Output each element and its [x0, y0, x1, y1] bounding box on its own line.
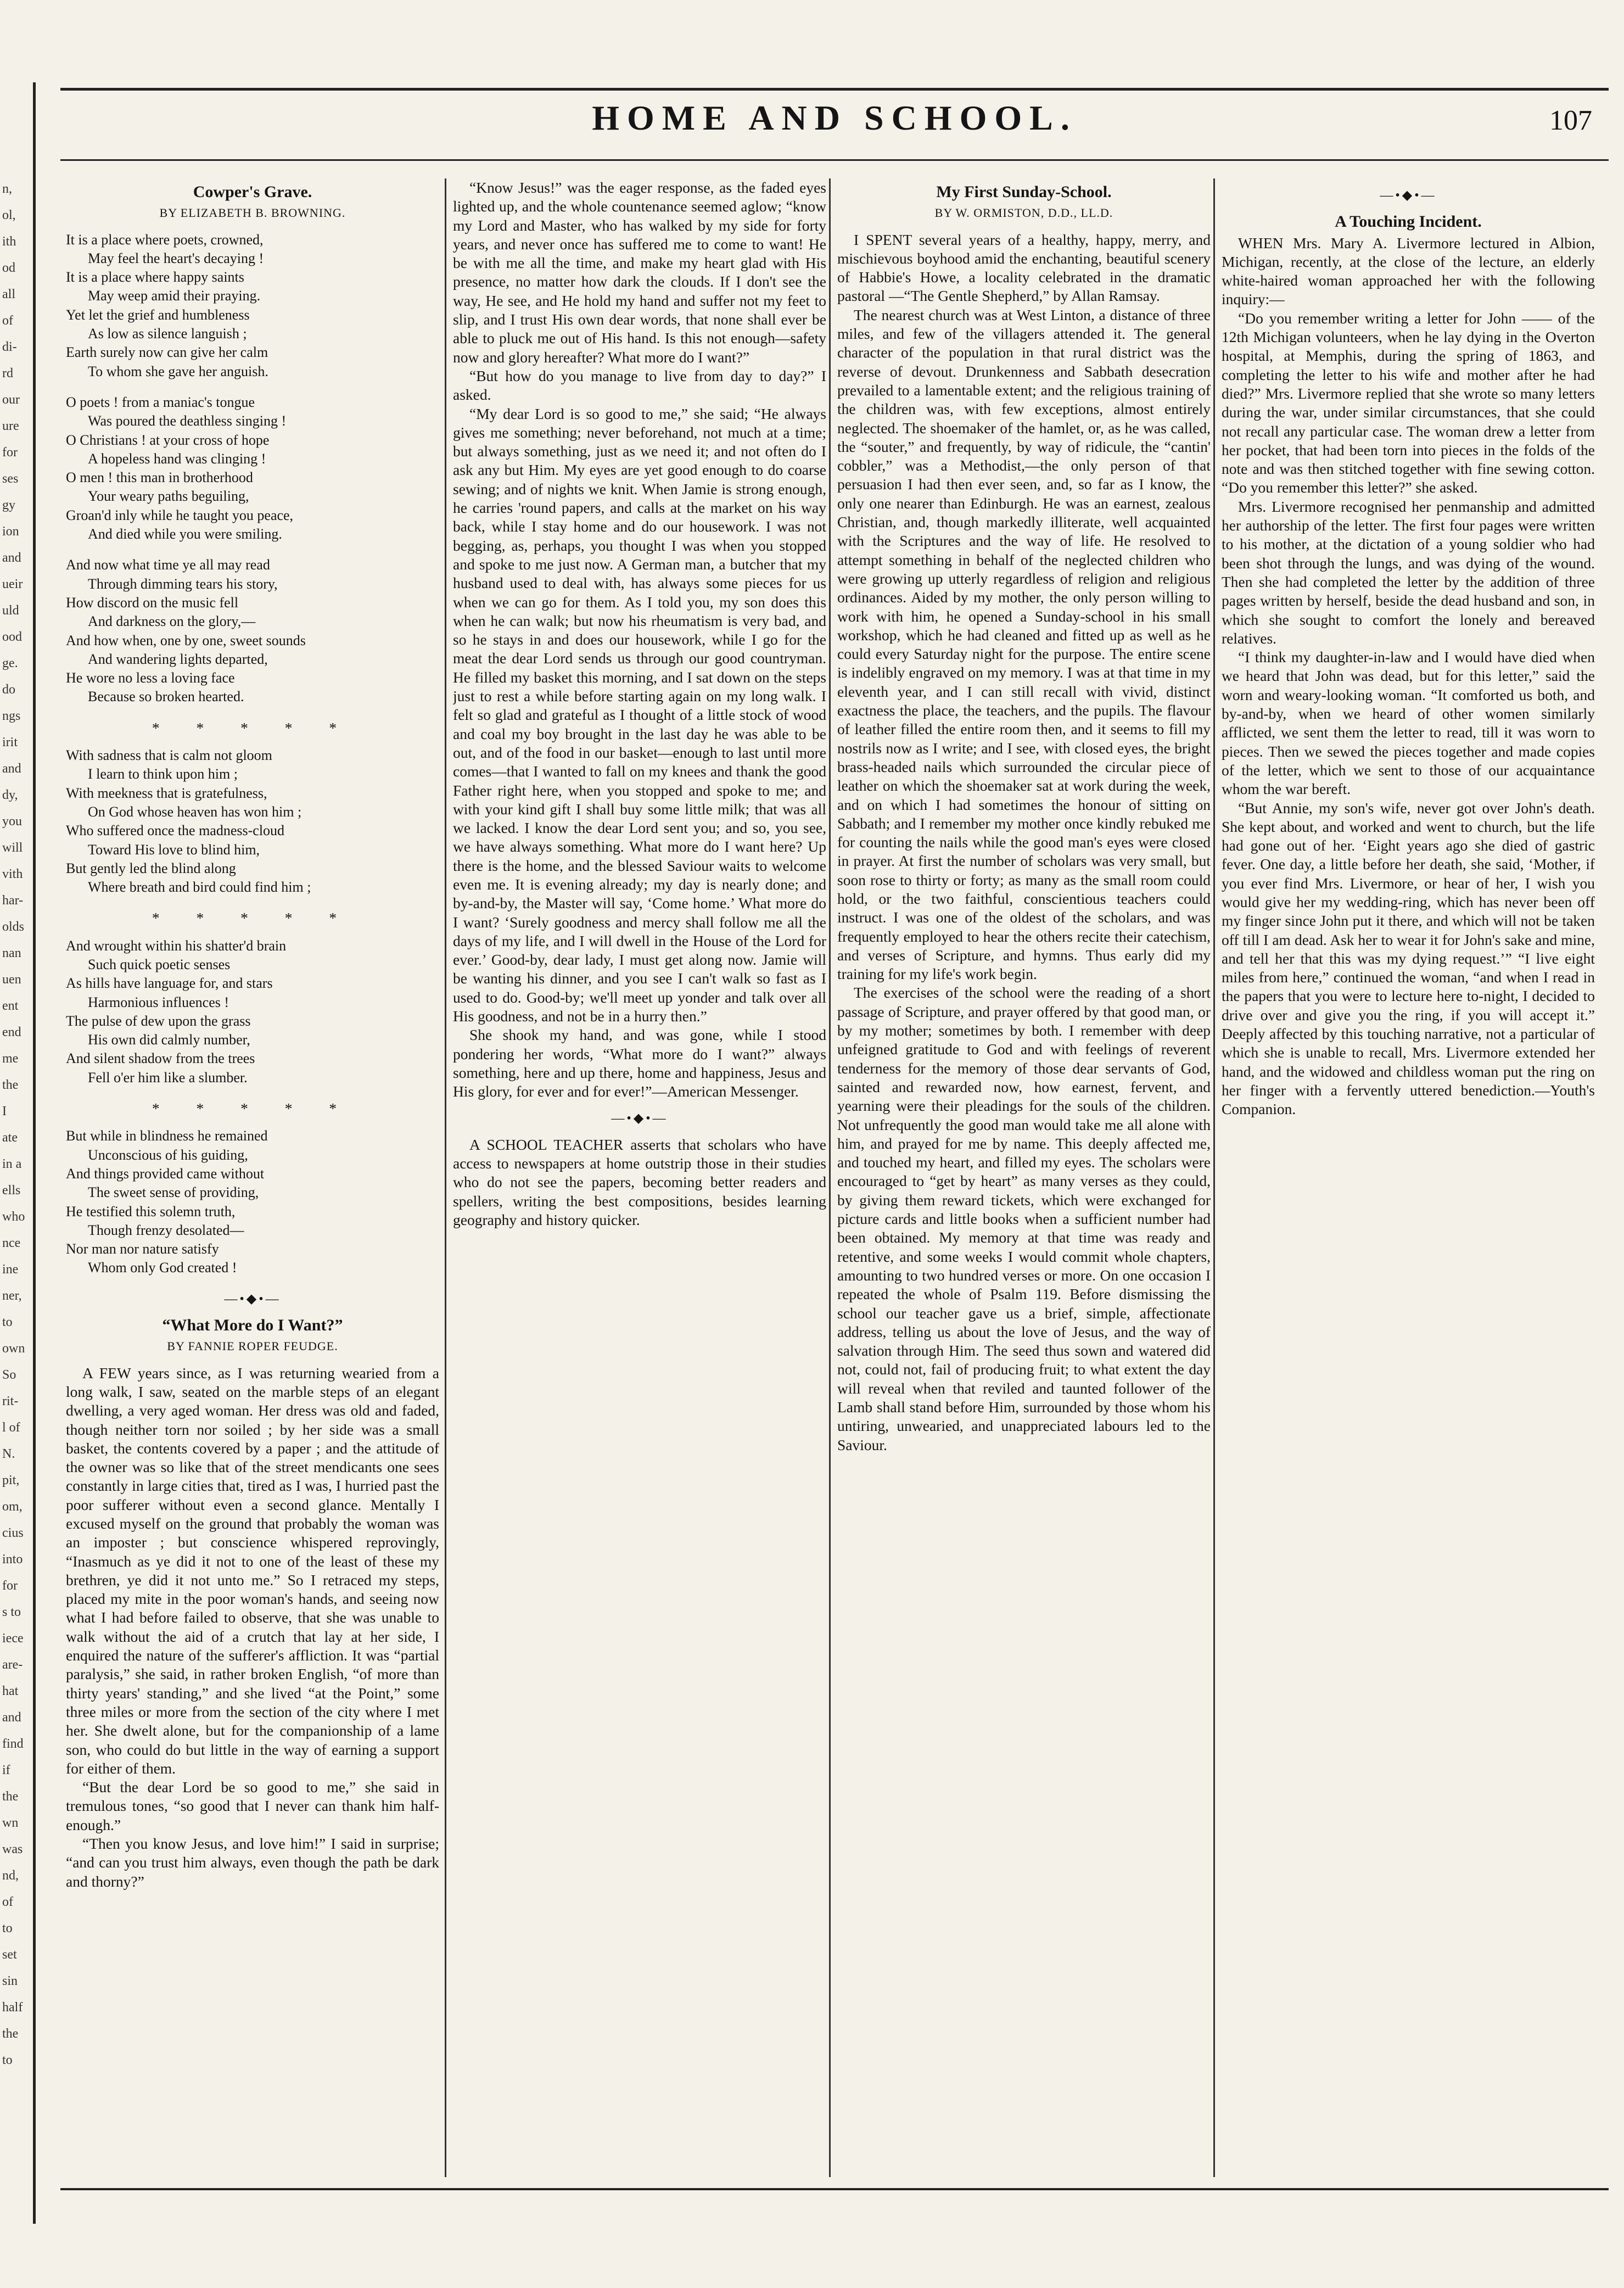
- spine-fragment: ses: [2, 472, 19, 486]
- spine-fragment: wn: [2, 1816, 19, 1830]
- spine-fragment: the: [2, 1789, 19, 1804]
- spine-fragment: ueir: [2, 577, 23, 591]
- spine-fragment: into: [2, 1552, 23, 1567]
- poem-line: He testified this solemn truth,: [66, 1203, 236, 1219]
- poem-line: Yet let the grief and humbleness: [66, 306, 250, 323]
- paragraph: “I think my daughter-in-law and I would have died when we heard that John was dead, but for this letter,” said the worn and weary-looking woman. “It comforted us both, and by-and-by, when we heard of other women similarly afflicted, we sent them the letter to read, till it was worn to pieces. Then we sewed the pieces together and made copies of the letter, which we sent to those of our acquaintance whom the war bereft.: [1222, 648, 1595, 798]
- poem-line: It is a place where happy saints: [66, 269, 244, 286]
- spine-fragment: ood: [2, 630, 22, 644]
- poem-line: And died while you were smiling.: [88, 526, 282, 542]
- spine-fragment: n,: [2, 182, 12, 196]
- spine-fragment: to: [2, 1921, 13, 1935]
- spine-fragment: for: [2, 445, 18, 460]
- spine-fragment: irit: [2, 735, 18, 749]
- column-3: [837, 178, 1211, 2177]
- spine-fragment: om,: [2, 1500, 23, 1514]
- spine-fragment: olds: [2, 920, 25, 934]
- spine-fragment: set: [2, 1948, 17, 1962]
- poem-line: The pulse of dew upon the grass: [66, 1012, 251, 1029]
- separator: —•◆•—: [611, 1111, 668, 1126]
- article-title-what-more: “What More do I Want?”: [162, 1316, 343, 1335]
- poem-line: And now what time ye all may read: [66, 557, 270, 573]
- spine-fragment: vith: [2, 867, 23, 881]
- stanza-break-stars: * * * * *: [152, 1100, 354, 1117]
- spine-fragment: half: [2, 2000, 23, 2015]
- spine-fragment: if: [2, 1763, 10, 1777]
- byline-browning: BY ELIZABETH B. BROWNING.: [159, 206, 346, 220]
- spine-fragment: rd: [2, 366, 13, 381]
- poem-line: His own did calmly number,: [88, 1032, 250, 1048]
- poem-line: May feel the heart's decaying !: [88, 250, 264, 266]
- spine-fragment: do: [2, 683, 15, 697]
- spine-fragment: hat: [2, 1684, 19, 1698]
- poem-line: O men ! this man in brotherhood: [66, 469, 253, 486]
- spine-fragment: uld: [2, 603, 19, 618]
- spine-fragment: and: [2, 551, 21, 565]
- spine-fragment: di-: [2, 340, 17, 354]
- spine-fragment: I: [2, 1104, 7, 1118]
- spine-fragment: end: [2, 1025, 21, 1039]
- spine-fragment: ells: [2, 1183, 21, 1198]
- column-2: [453, 178, 826, 2177]
- spine-fragment: N.: [2, 1447, 15, 1461]
- byline-ormiston: BY W. ORMISTON, D.D., LL.D.: [934, 206, 1113, 220]
- poem-line: O Christians ! at your cross of hope: [66, 432, 270, 448]
- column-divider: [1213, 178, 1215, 2177]
- poem-line: A hopeless hand was clinging !: [88, 450, 266, 467]
- poem-line: I learn to think upon him ;: [88, 766, 238, 782]
- spine-fragment: ine: [2, 1262, 19, 1277]
- spine-fragment: iece: [2, 1631, 24, 1646]
- poem-stanza: [66, 746, 439, 897]
- paragraph: “My dear Lord is so good to me,” she said; “He always gives me something; never beforehand, not much at a time; but always something, just as we need it; and not often do I ask any but Him. My eyes are yet good enough to do coarse sewing; and of nights we knit. When Jamie is strong enough, he carries 'round papers, and calls at the market on his way back, while I stay home and do our housework. I was not begging, as, perhaps, you thought I was when you stopped and spoke to me just now. A German man, a butcher that my husband used to deal with, has always some pieces for us when we can go for them. As I told you, my son does this when he can walk; but now his rheumatism is very bad, and so he stays in and does our housework, while I go for the meat the dear Lord sends us through our good countryman. He filled my basket this morning, and I sat down on the steps just to rest a while before starting again on my long walk. I felt so glad and grateful as I thought of a little stock of wood and coal my boy brought in the last day he was able to be out, and of the food in our basket—enough to last until more comes—that I wanted to fall on my knees and thank the good Father right here, when you stopped and spoke to me; and with your kind gift I shall buy some little milk; that was all we lacked. I know the dear Lord sent you; and so, you see, we have always something. What more do I want here? Up there is the home, and the blessed Saviour waits to welcome even me. It is evening already; my day is nearly done; and by-and-by, the Master will say, ‘Come home.’ What more do I want? ‘Surely goodness and mercy shall follow me all the days of my life, and I will dwell in the House of the Lord for ever.’ Good-by, dear lady, I must get along now. Jamie will be wanting his dinner, and you see I can't walk so fast as I used to do. Good-by; we'll meet up yonder and talk over all His goodness, and not be in a hurry then.”: [453, 405, 826, 1025]
- poem-line: And silent shadow from the trees: [66, 1050, 255, 1067]
- spine-fragment: nan: [2, 946, 21, 960]
- paragraph: The exercises of the school were the reading of a short passage of Scripture, and prayer offered by that good man, or by my mother; sometimes by both. I remember with deep unfeigned gratitude to God and with feelings of reverent tenderness for the memory of those dear servants of God, sainted and rewarded now, how earnest, fervent, and yearning were their pleadings for the souls of the children. Not unfrequently the good man would take me all alone with him, and prayed for me by name. This deeply affected me, and touched my heart, and filled my eyes. The scholars were encouraged to “get by heart” as many verses as they could, by giving them reward tickets, which were exchanged for picture cards and little books when a sufficient number had been obtained. My memory at that time was ready and retentive, and some weeks I would commit whole chapters, amounting to two hundred verses or more. On one occasion I repeated the whole of Psalm 119. Before dismissing the school our teacher gave us a brief, simple, affectionate address, telling us about the love of Jesus, and the way of salvation through Him. The seed thus sown and watered did not, could not, fail of producing fruit; to what extent the day will reveal when that reviled and taunted follower of the Lamb shall stand before Him, surrounded by those whom his untiring, unwearied, and unappreciated labours led to the Saviour.: [837, 984, 1211, 1453]
- spine-fragment: are-: [2, 1658, 23, 1672]
- poem-stanza: [66, 393, 439, 544]
- spine-fragment: uen: [2, 972, 21, 987]
- spine-fragment: was: [2, 1842, 23, 1856]
- spine-fragment: the: [2, 1078, 19, 1092]
- spine-fragment: So: [2, 1368, 16, 1382]
- poem-line: Earth surely now can give her calm: [66, 344, 268, 361]
- spine-fragment: s to: [2, 1605, 21, 1619]
- poem-line: As low as silence languish ;: [88, 326, 247, 342]
- spine-fragment: you: [2, 814, 22, 829]
- paragraph: “But the dear Lord be so good to me,” she said in tremulous tones, “so good that I never can thank him half-enough.”: [66, 1778, 439, 1833]
- poem-line: But gently led the blind along: [66, 860, 236, 876]
- poem-line: Harmonious influences !: [88, 994, 229, 1010]
- poem-stanza: [66, 1127, 439, 1277]
- spine-fragment: nce: [2, 1236, 21, 1250]
- poem-line: Unconscious of his guiding,: [88, 1146, 248, 1163]
- spine-fragment: who: [2, 1210, 25, 1224]
- poem-line: But while in blindness he remained: [66, 1128, 268, 1144]
- separator: —•◆•—: [1380, 188, 1437, 203]
- paragraph: She shook my hand, and was gone, while I stood pondering her words, “What more do I want?” always something, here and up there, home and happiness, Jesus and His glory, for ever and for ever!”—American Messenger.: [453, 1026, 826, 1100]
- spine-fragment: and: [2, 762, 21, 776]
- poem-line: Fell o'er him like a slumber.: [88, 1069, 248, 1086]
- poem-line: Though frenzy desolated—: [88, 1222, 244, 1238]
- poem-line: Nor man nor nature satisfy: [66, 1241, 219, 1257]
- spine-fragment: l of: [2, 1420, 20, 1435]
- spine-fragment: the: [2, 2027, 19, 2041]
- spine-fragment: ion: [2, 524, 19, 539]
- poem-line: The sweet sense of providing,: [88, 1184, 259, 1201]
- spine-fragment: to: [2, 1315, 13, 1329]
- paragraph: Mrs. Livermore recognised her penmanship and admitted her authorship of the letter. The first four pages were written to his mother, at the dictation of a young soldier who had been shot through the lungs, and was dying of the wound. Then she had completed the letter by the addition of three pages written by herself, beside the dead husband and son, in which she sought to comfort the lonely and bereaved relatives.: [1222, 497, 1595, 647]
- spine-fragment: cius: [2, 1526, 24, 1540]
- masthead-title: HOME AND SCHOOL.: [592, 98, 1077, 137]
- spine-fragment: ge.: [2, 656, 18, 670]
- spine-fragment: and: [2, 1710, 21, 1725]
- header-rule-bottom: [60, 159, 1609, 161]
- poem-line: Because so broken hearted.: [88, 689, 244, 705]
- column-divider: [445, 178, 446, 2177]
- poem-line: O poets ! from a maniac's tongue: [66, 394, 255, 410]
- poem-line: With sadness that is calm not gloom: [66, 747, 272, 764]
- poem-line: And wrought within his shatter'd brain: [66, 937, 287, 954]
- article-title-cowpers-grave: Cowper's Grave.: [193, 183, 312, 201]
- spine-fragment: gy: [2, 498, 15, 512]
- poem-line: To whom she gave her anguish.: [88, 363, 268, 379]
- poem-stanza: [66, 556, 439, 706]
- spine-fragment: od: [2, 261, 15, 275]
- spine-fragment: ol,: [2, 208, 16, 222]
- poem-line: Who suffered once the madness-cloud: [66, 823, 285, 839]
- poem-line: Through dimming tears his story,: [88, 575, 278, 592]
- spine-fragment: all: [2, 287, 15, 301]
- spine-fragment: me: [2, 1051, 19, 1066]
- article-touching-incident: [1222, 234, 1595, 1119]
- paragraph: A FEW years since, as I was returning wearied from a long walk, I saw, seated on the marble steps of an elegant dwelling, a very aged woman. Her dress was old and faded, though neither torn nor soiled ; by her side was a small basket, the contents covered by a paper ; and the attitude of the owner was so like that of the street mendicants one sees constantly in large cities that, tired as I was, I hurried past the poor sufferer without even a second glance. Mentally I excused myself on the ground that probably the woman was an imposter ; but conscience whispered reprovingly, “Inasmuch as ye did it not to one of the least of these my brethren, ye did it not unto me.” So I retraced my steps, placed my mite in the poor woman's hands, and seeing now what I had before failed to observe, that she was unable to walk without the aid of a crutch that lay at her side, I enquired the nature of the sufferer's affliction. It was “partial paralysis,” she said, in rather broken English, “of more than thirty years' standing,” and she lived “at the Point,” some three miles or more from the section of the city where I met her. She dwelt alone, but for the companionship of a lame son, who could do but little in the way of earning a support for either of them.: [66, 1364, 439, 1777]
- article-what-more-part-2: [453, 178, 826, 1101]
- spine-fragment: ent: [2, 999, 19, 1013]
- binding-spine: [0, 0, 52, 2288]
- spine-fragment: dy,: [2, 788, 18, 802]
- article-sunday-school-part-1: [837, 231, 1211, 1455]
- stanza-break-stars: * * * * *: [152, 719, 354, 736]
- poem-line: Groan'd inly while he taught you peace,: [66, 507, 294, 523]
- paragraph: “Do you remember writing a letter for John —— of the 12th Michigan volunteers, when he lay dying in the Overton hospital, at Memphis, during the spring of 1863, and completing the letter to his wife and mother after he had died?” Mrs. Livermore replied that she wrote so many letters during the war, under similar circumstances, that she could not recall any particular case. The woman drew a letter from her pocket, that had been torn into pieces in the folds of the note and was then stitched together with fine sewing cotton. “Do you remember this letter?” she asked.: [1222, 309, 1595, 496]
- spine-fragment: find: [2, 1737, 24, 1751]
- header-rule-top: [60, 88, 1609, 91]
- spine-fragment: for: [2, 1579, 18, 1593]
- spine-fragment: har-: [2, 893, 24, 908]
- spine-fragment: will: [2, 841, 23, 855]
- spine-fragment: ner,: [2, 1289, 22, 1303]
- column-divider: [829, 178, 831, 2177]
- paragraph: I SPENT several years of a healthy, happy, merry, and mischievous boyhood amid the enchanting, beautiful scenery of Habbie's Howe, a locality celebrated in the dramatic pastoral —“The Gentle Shepherd,” by Allan Ramsay.: [837, 231, 1211, 305]
- footer-rule: [60, 2188, 1609, 2190]
- paragraph: “Then you know Jesus, and love him!” I said in surprise; “and can you trust him always, even though the path be dark and thorny?”: [66, 1835, 439, 1890]
- poem-line: May weep amid their praying.: [88, 288, 261, 304]
- stanza-break-stars: * * * * *: [152, 909, 354, 927]
- poem-line: And darkness on the glory,—: [88, 613, 256, 630]
- poem-line: Such quick poetic senses: [88, 956, 231, 972]
- poem-line: On God whose heaven has won him ;: [88, 803, 302, 820]
- poem-line: And things provided came without: [66, 1165, 265, 1182]
- poem-line: And wandering lights departed,: [88, 651, 268, 667]
- page-number: 107: [1549, 105, 1592, 136]
- notice-school-teacher: A SCHOOL TEACHER asserts that scholars who have access to newspapers at home outstrip those in their studies who do not see the papers, becoming better readers and spellers, writing the best compositions, besides learning geography and history quicker.: [453, 1135, 826, 1229]
- poem-line: With meekness that is gratefulness,: [66, 785, 267, 801]
- poem-stanza: [66, 937, 439, 1087]
- poem-stanza: [66, 231, 439, 381]
- poem-line: How discord on the music fell: [66, 594, 239, 611]
- column-1: [66, 178, 439, 2177]
- separator: —•◆•—: [224, 1291, 281, 1306]
- poem-line: Whom only God created !: [88, 1260, 237, 1276]
- poem-line: He wore no less a loving face: [66, 670, 235, 686]
- article-title-sunday-school: My First Sunday-School.: [936, 183, 1112, 201]
- poem-line: It is a place where poets, crowned,: [66, 231, 264, 248]
- spine-fragment: sin: [2, 1974, 18, 1988]
- spine-fragment: our: [2, 393, 20, 407]
- spine-fragment: ith: [2, 234, 16, 249]
- spine-rule: [33, 82, 36, 2224]
- poem-line: Toward His love to blind him,: [88, 841, 260, 858]
- poem-line: Where breath and bird could find him ;: [88, 879, 311, 896]
- paragraph: “But how do you manage to live from day to day?” I asked.: [453, 367, 826, 404]
- spine-fragment: pit,: [2, 1473, 20, 1487]
- page-header: [60, 88, 1609, 170]
- poem-line: Was poured the deathless singing !: [88, 413, 287, 429]
- poem-line: As hills have language for, and stars: [66, 975, 273, 992]
- spine-fragment: own: [2, 1341, 25, 1356]
- spine-fragment: ure: [2, 419, 19, 433]
- spine-fragment: to: [2, 2053, 13, 2067]
- column-4: [1222, 178, 1595, 2177]
- paragraph: “Know Jesus!” was the eager response, as the faded eyes lighted up, and the whole countenance seemed aglow; “know my Lord and Master, who has walked by my side for forty years, and never once has suffered me to come to want! He be with me all the time, and make my heart glad with His presence, no matter how dark the clouds. If I don't see the way, He see, and He hold my hand and suffer not my feet to slip, and I trust His own dear words, that none shall ever be able to pluck me out of His hand. Is this not enough—safety now and glory hereafter? What more do I want?”: [453, 179, 826, 366]
- spine-fragment: of: [2, 314, 13, 328]
- poem-line: And how when, one by one, sweet sounds: [66, 632, 306, 648]
- spine-fragment: rit-: [2, 1394, 19, 1408]
- paragraph: “But Annie, my son's wife, never got over John's death. She kept about, and worked and went to church, but the life had gone out of her. ‘Eight years ago she died of gastric fever. One day, a little before her death, she said, ‘Mother, if you ever find Mrs. Livermore, or hear of her, I wish you would give her my wedding-ring, which has never been off my finger since John put it there, and which will not be taken off till I am dead. Ask her to wear it for John's sake and mine, and tell her that this was my dying request.’” “I live eight miles from here,” continued the woman, “and when I read in the papers that you were to lecture here to-night, I decided to drive over and give you the ring, if you will accept it.” Deeply affected by this touching narrative, not a particular of which she is unable to recall, Mrs. Livermore extended her hand, and the widowed and childless woman put the ring on her finger with a fervently uttered benediction.—Youth's Companion.: [1222, 799, 1595, 1118]
- spine-fragment: nd,: [2, 1869, 19, 1883]
- spine-fragment: ate: [2, 1131, 18, 1145]
- spine-fragment: of: [2, 1895, 13, 1909]
- article-what-more-part-1: [66, 1364, 439, 1891]
- poem-line: Your weary paths beguiling,: [88, 488, 249, 505]
- spine-fragment: ngs: [2, 709, 21, 723]
- paragraph: WHEN Mrs. Mary A. Livermore lectured in Albion, Michigan, recently, at the close of the lecture, an elderly white-haired woman approached her with the following inquiry:—: [1222, 234, 1595, 308]
- spine-fragment: in a: [2, 1157, 22, 1171]
- byline-feudge: BY FANNIE ROPER FEUDGE.: [167, 1339, 338, 1353]
- paragraph: The nearest church was at West Linton, a distance of three miles, and few of the villagers attended it. The general character of the population in that rural district was the reverse of devout. Drunkenness and Sabbath desecration prevailed to a lamentable extent; and the religious training of the children was, with few exceptions, almost entirely neglected. The shoemaker of the hamlet, or, as he was called, the “souter,” and frequently, by way of ridicule, the “cantin' cobbler,” was a Methodist,—the only person of that persuasion I had then ever seen, and, so far as I know, the only one nearer than Edinburgh. He was an earnest, zealous Christian, and, though markedly illiterate, well acquainted with the Scriptures and the way of life. He resolved to attempt something in behalf of the neglected children who were growing up utterly regardless of religion and religious ordinances. Aided by my mother, the only person willing to work with him, he opened a Sunday-school in his small workshop, which he had cleaned and fitted up as well as he could every Saturday night for the purpose. The entire scene is indelibly engraved on my memory. I was at that time in my eleventh year, and I can still recall with vivid, distinct exactness the place, the teachers, and the pupils. The flavour of leather filled the entire room then, and it seems to fill my nostrils now as I write; and I see, with closed eyes, the bright brass-headed nails which surrounded the circular piece of leather on which the shoemaker sat at work during the week, and on which I had sometimes the honour of sitting on Sabbath; and I remember my mother once kindly rebuked me for counting the nails while the good man's eyes were closed in prayer. At first the number of scholars was very small, but soon rose to thirty or forty; as many as the small room could hold, or the two faithful, conscientious teachers could instruct. I was one of the oldest of the scholars, and was frequently employed to hear the others recite their catechism, and verses of Scripture, and hymns. Thus early did my training for my life's work begin.: [837, 306, 1211, 983]
- article-title-touching-incident: A Touching Incident.: [1335, 212, 1482, 231]
- poem-cowpers-grave: [66, 231, 439, 1278]
